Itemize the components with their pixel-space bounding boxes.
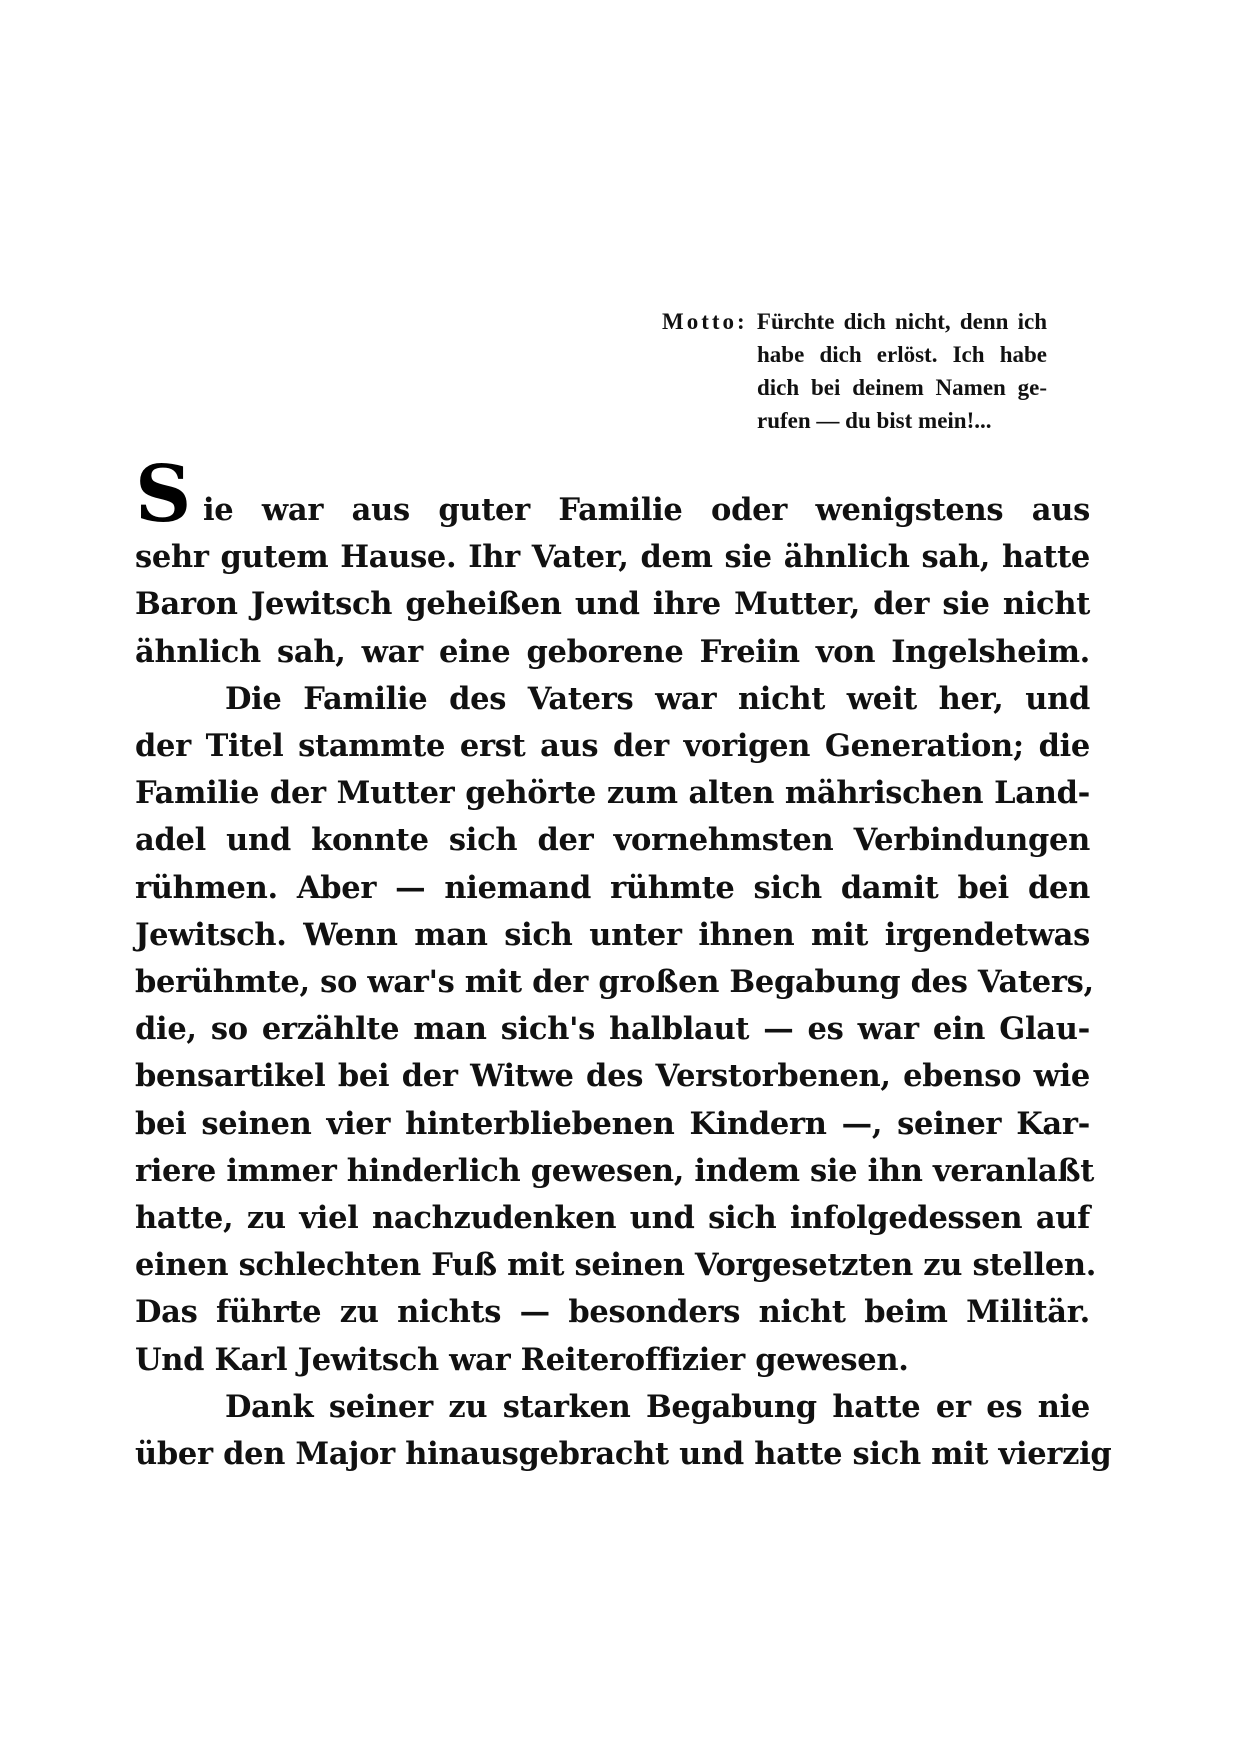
paragraph-3 (135, 1384, 1112, 1478)
text-line: berühmte, so war's mit der großen Begabung des Vaters, (135, 964, 1094, 1001)
motto-line: habe dich erlöst. Ich habe (757, 342, 1047, 367)
text-line: Dank seiner zu starken Begabung hatte er es nie (225, 1388, 1090, 1425)
paragraph-2 (135, 676, 1097, 1384)
paragraph-1 (135, 487, 1090, 676)
motto-label: Motto: (662, 309, 748, 334)
text-line: die, so erzählte man sich's halblaut — es war ein Glau- (135, 1011, 1090, 1048)
text-line: Und Karl Jewitsch war Reiteroffizier gewesen. (135, 1341, 909, 1378)
text-line: Baron Jewitsch geheißen und ihre Mutter, der sie nicht (135, 586, 1090, 623)
text-line: ie war aus guter Familie oder wenigstens aus (203, 492, 1090, 528)
text-line: Jewitsch. Wenn man sich unter ihnen mit irgendetwas (135, 916, 1090, 953)
motto-epigraph (662, 305, 1047, 437)
text-line: Familie der Mutter gehörte zum alten mährischen Land- (135, 775, 1090, 812)
drop-cap-initial: S (135, 449, 192, 540)
text-line: riere immer hinderlich gewesen, indem sie ihn veranlaßt (135, 1152, 1094, 1189)
text-line: bei seinen vier hinterbliebenen Kindern —, seiner Kar- (135, 1105, 1090, 1142)
motto-line: Motto: Fürchte dich nicht, denn ich (662, 309, 1048, 334)
text-line: ähnlich sah, war eine geborene Freiin von Ingelsheim. (135, 633, 1090, 670)
text-line: adel und konnte sich der vornehmsten Verbindungen (135, 822, 1090, 859)
text-line: sehr gutem Hause. Ihr Vater, dem sie ähnlich sah, hatte (135, 539, 1090, 576)
body-text (135, 487, 1112, 1478)
text-line: Das führte zu nichts — besonders nicht beim Militär. (135, 1294, 1090, 1331)
text-line: über den Major hinausgebracht und hatte sich mit vierzig (135, 1436, 1112, 1473)
motto-line: dich bei deinem Namen ge- (757, 375, 1047, 400)
text-line: der Titel stammte erst aus der vorigen Generation; die (135, 728, 1090, 765)
text-line: Die Familie des Vaters war nicht weit her, und (225, 680, 1090, 717)
text-line: rühmen. Aber — niemand rühmte sich damit bei den (135, 869, 1090, 906)
motto-line: rufen — du bist mein!... (757, 408, 992, 433)
text-line: bensartikel bei der Witwe des Verstorbenen, ebenso wie (135, 1058, 1090, 1095)
text-line: hatte, zu viel nachzudenken und sich infolgedessen auf (135, 1200, 1090, 1237)
text-line: einen schlechten Fuß mit seinen Vorgesetzten zu stellen. (135, 1247, 1097, 1284)
